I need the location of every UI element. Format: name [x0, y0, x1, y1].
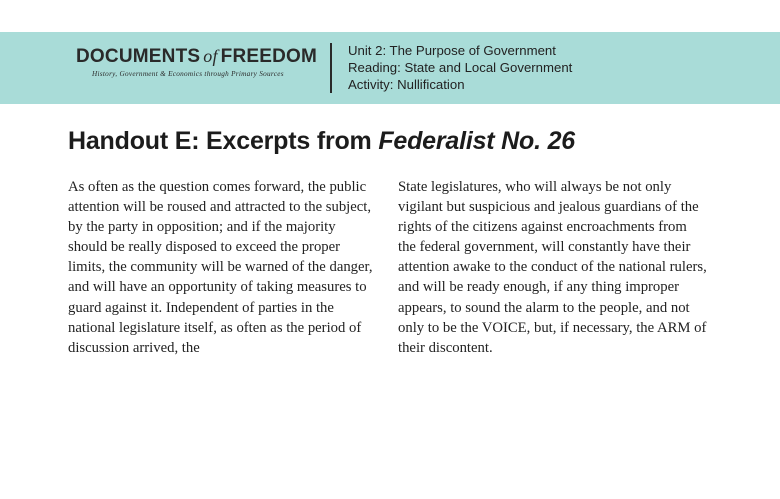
activity-label: Activity: Nullification	[348, 77, 465, 92]
reading-label: Reading: State and Local Government	[348, 60, 573, 75]
brand-title: DOCUMENTS of FREEDOM	[76, 46, 318, 67]
header-divider	[330, 43, 332, 93]
brand-subtitle: History, Government & Economics through Primary Sources	[92, 70, 284, 78]
excerpt-paragraph-left: As often as the question comes forward, the public attention will be roused and attracted to the subject, by the party in opposition; and if the majority should be really disposed to exceed the proper limits, the community will be warned of the danger, and will have an opportunity of taking measures to guard against it. Independent of parties in the national legislature itself, as often as the period of discussion arrived, the	[68, 179, 373, 356]
brand-logo	[76, 45, 316, 78]
excerpt-column-left	[68, 177, 378, 358]
page-title: Handout E: Excerpts from Federalist No. 26	[68, 127, 576, 155]
lesson-info	[348, 42, 572, 93]
header-banner	[0, 32, 780, 104]
excerpt-paragraph-right: State legislatures, who will always be not only vigilant but suspicious and jealous guardians of the rights of the citizens against encroachments from the federal government, will constantly have their attention awake to the conduct of the national rulers, and will be ready enough, if any thing improper appears, to sound the alarm to the people, and not only to be the VOICE, but, if necessary, the ARM of their discontent.	[398, 179, 707, 356]
excerpt-column-right	[398, 177, 708, 358]
title-italic: Federalist No. 26	[378, 127, 576, 155]
unit-label: Unit 2: The Purpose of Government	[348, 43, 556, 58]
